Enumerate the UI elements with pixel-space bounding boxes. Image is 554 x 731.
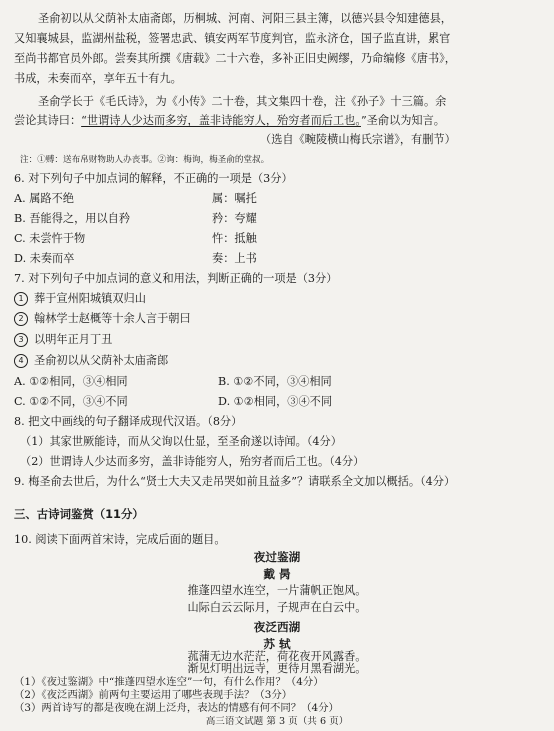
q7-item-4 [14, 354, 540, 368]
q6-a-sentence: A. 属路不绝 [14, 192, 74, 205]
q10-sub-2: （2）《夜泛西湖》前两句主要运用了哪些表现手法？（3分） [14, 689, 293, 701]
q7-item-3-text: 以明年正月丁丑 [34, 333, 113, 346]
poem-1-line-1: 推蓬四望水连空，一片蒲帆正饱风。 [187, 584, 367, 597]
q7-stem: 7. 对下列句子中加点词的意义和用法，判断正确的一项是（3分） [14, 272, 338, 285]
poem-2-title: 夜泛西湖 [253, 620, 301, 634]
q10-sub-3: （3）两首诗写的都是夜晚在湖上泛舟，表达的情感有何不同？（4分） [14, 702, 339, 714]
q6-option-c [14, 232, 540, 246]
q7-item-1 [14, 292, 540, 306]
q10-stem: 10. 阅读下面两首宋诗，完成后面的题目。 [14, 533, 226, 546]
poem-1-title: 夜过鉴湖 [253, 550, 301, 564]
q7-option-d: D. ①②相同，③④不同 [218, 395, 333, 408]
poem-2-author: 苏 轼 [263, 637, 291, 651]
q7-option-c: C. ①②不同，③④不同 [14, 395, 128, 408]
passage-source: （选自《畹陵横山梅氏宗谱》，有删节） [260, 133, 456, 146]
quote-tail: ”圣俞以为知言。 [360, 114, 445, 127]
circle-number-2: 2 [14, 312, 28, 326]
q6-option-d [14, 252, 540, 266]
quote-lead: 尝论其诗曰： [14, 114, 82, 127]
q7-item-1-text: 葬于宣州阳城镇双归山 [34, 292, 146, 305]
section-3-title: 三、古诗词鉴赏（11分） [14, 507, 144, 521]
q7-option-b: B. ①②不同，③④相同 [218, 375, 332, 388]
circle-number-1: 1 [14, 292, 28, 306]
page-footer: 高三语文试题 第 3 页（共 6 页） [205, 716, 349, 727]
q6-option-a [14, 192, 540, 206]
q6-c-gloss: 忤：抵触 [212, 232, 257, 245]
poem-2-line-1: 菰蒲无边水茫茫，荷花夜开风露香。 [187, 650, 367, 663]
q7-item-4-text: 圣俞初以从父荫补太庙斋郎 [34, 354, 169, 367]
poem-1-author: 戴 昺 [263, 567, 291, 581]
passage-note: 注：①赙：送布帛财物助人办丧事。②询：梅询，梅圣俞的堂叔。 [20, 155, 270, 165]
underlined-sentence: “世谓诗人少达而多穷，盖非诗能穷人，殆穷者而后工也。 [81, 114, 361, 127]
circle-number-4: 4 [14, 354, 28, 368]
passage-line-3: 至尚书都官员外郎。尝奏其所撰《唐载》二十六卷，多补正旧史阙缪，乃命编修《唐书》， [14, 52, 456, 65]
passage-line-4: 书成，未奏而卒，享年五十有九。 [14, 72, 182, 85]
q8-stem: 8. 把文中画线的句子翻译成现代汉语。（8分） [14, 415, 243, 428]
passage-p2-line-2 [14, 114, 540, 128]
q7-item-2-text: 翰林学士赵概等十余人言于朝曰 [34, 312, 191, 325]
q7-option-a: A. ①②相同，③④相同 [14, 375, 128, 388]
q6-c-sentence: C. 未尝忤于物 [14, 232, 86, 245]
q6-b-sentence: B. 吾能得之，用以自矜 [14, 212, 131, 225]
passage-line-1: 圣俞初以从父荫补太庙斋郎，历桐城、河南、河阳三县主簿，以德兴县令知建德县， [38, 12, 452, 25]
q6-option-b [14, 212, 540, 226]
q7-options-row-2 [14, 395, 540, 409]
circle-number-3: 3 [14, 333, 28, 347]
q6-stem: 6. 对下列句子中加点词的解释，不正确的一项是（3分） [14, 172, 293, 185]
passage-line-2: 又知襄城县，监湖州盐税，签署忠武、镇安两军节度判官，监永济仓，国子监直讲，累官 [14, 32, 451, 45]
q10-sub-1: （1）《夜过鉴湖》中“推蓬四望水连空”一句，有什么作用？（4分） [14, 676, 324, 688]
q8-sub-1: （1）其家世厥能诗，而从父询以仕显，至圣俞遂以诗闻。（4分） [20, 435, 342, 448]
q6-a-gloss: 属：嘱托 [212, 192, 257, 205]
q7-item-2 [14, 312, 540, 326]
q6-b-gloss: 矜：夸耀 [212, 212, 257, 225]
q8-sub-2: （2）世谓诗人少达而多穷，盖非诗能穷人，殆穷者而后工也。（4分） [20, 455, 365, 468]
q9-stem: 9. 梅圣俞去世后，为什么“贤士大夫又走吊哭如前且益多”？请联系全文加以概括。（4分） [14, 475, 456, 488]
q6-d-gloss: 奏：上书 [212, 252, 257, 265]
poem-2-line-2: 渐见灯明出远寺，更待月黑看湖光。 [187, 662, 367, 675]
poem-1-line-2: 山际白云云际月，子规声在白云中。 [187, 601, 367, 614]
q7-item-3 [14, 333, 540, 347]
q6-d-sentence: D. 未奏而卒 [14, 252, 75, 265]
passage-p2-line-1: 圣俞学长于《毛氏诗》，为《小传》二十卷，其文集四十卷，注《孙子》十三篇。余 [38, 95, 447, 108]
q7-options-row-1 [14, 375, 540, 389]
